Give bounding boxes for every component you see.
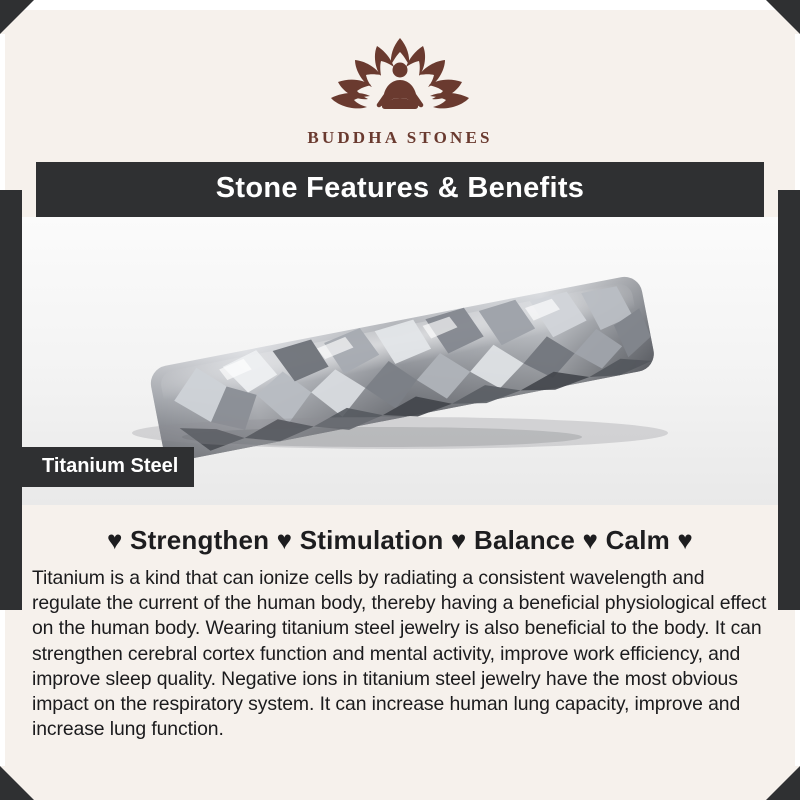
- corner-wedge-top-left: [0, 0, 34, 34]
- page-title: Stone Features & Benefits: [36, 162, 764, 217]
- lotus-meditating-buddha-icon: [305, 32, 495, 124]
- side-rail-left: [0, 190, 22, 610]
- brand-name: BUDDHA STONES: [307, 128, 493, 147]
- stone-name-label: Titanium Steel: [22, 447, 194, 487]
- corner-wedge-bottom-left: [0, 766, 34, 800]
- brand-header: [0, 10, 800, 148]
- description-text: Titanium is a kind that can ionize cells by radiating a consistent wavelength and regulate the current of the human body, thereby having a beneficial physiological effect on the human body. Wearing titanium steel jewelry is also beneficial to the body. It can strengthen cerebral cortex function and mental activity, improve work efficiency, and improve sleep quality. Negative ions in titanium steel jewelry have the most obvious impact on the respiratory system. It can increase human lung capacity, improve and increase lung function.: [32, 567, 767, 741]
- corner-wedge-bottom-right: [766, 766, 800, 800]
- side-rail-right: [778, 190, 800, 610]
- corner-wedge-top-right: [766, 0, 800, 34]
- benefits-line: ♥ Strengthen ♥ Stimulation ♥ Balance ♥ Calm ♥: [106, 525, 694, 555]
